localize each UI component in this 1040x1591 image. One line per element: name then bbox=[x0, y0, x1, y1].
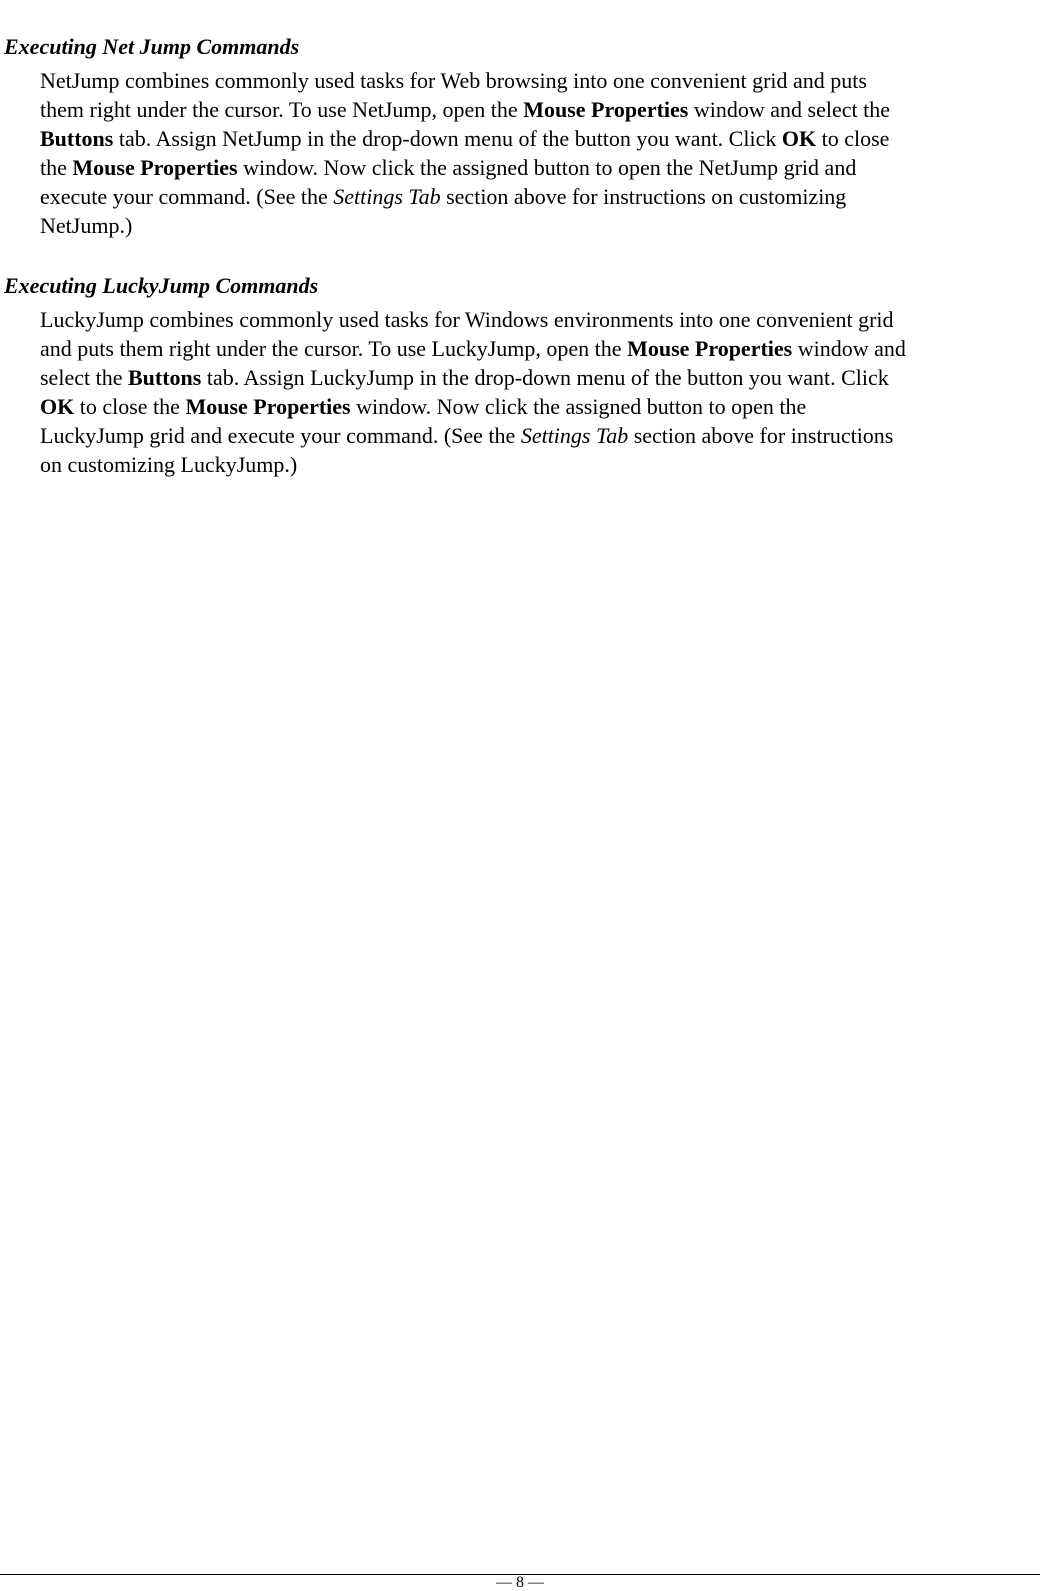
text-run: window and select the bbox=[688, 97, 890, 122]
text-run: section above for instructions on customizing bbox=[440, 184, 847, 209]
bold-term: Mouse Properties bbox=[72, 155, 238, 180]
section-paragraph bbox=[40, 66, 1030, 240]
text-run: and puts them right under the cursor. To use LuckyJump, open the bbox=[40, 336, 628, 361]
section-net-jump bbox=[4, 32, 1034, 240]
paragraph-line bbox=[40, 334, 1030, 363]
paragraph-line bbox=[40, 182, 1030, 211]
paragraph-line bbox=[40, 363, 1030, 392]
text-run: tab. Assign NetJump in the drop-down menu of the button you want. Click bbox=[113, 126, 782, 151]
section-heading: Executing Net Jump Commands bbox=[4, 34, 300, 59]
text-run: LuckyJump combines commonly used tasks for Windows environments into one convenient grid bbox=[40, 307, 894, 332]
text-run: select the bbox=[40, 365, 128, 390]
text-run: them right under the cursor. To use NetJump, open the bbox=[40, 97, 524, 122]
section-paragraph bbox=[40, 305, 1030, 479]
paragraph-line bbox=[40, 66, 1030, 95]
paragraph-line bbox=[40, 124, 1030, 153]
bold-term: Mouse Properties bbox=[185, 394, 351, 419]
bold-term: Mouse Properties bbox=[523, 97, 689, 122]
paragraph-line bbox=[40, 421, 1030, 450]
text-run: section above for instructions bbox=[628, 423, 894, 448]
text-run: tab. Assign LuckyJump in the drop-down menu of the button you want. Click bbox=[201, 365, 889, 390]
text-run: execute your command. (See the bbox=[40, 184, 334, 209]
text-run: the bbox=[40, 155, 73, 180]
page-number: — 8 — bbox=[496, 1574, 544, 1591]
italic-reference: Settings Tab bbox=[333, 184, 441, 209]
text-run: window. Now click the assigned button to open the bbox=[350, 394, 807, 419]
text-run: LuckyJump grid and execute your command. (See the bbox=[40, 423, 521, 448]
bold-term: Buttons bbox=[127, 365, 202, 390]
text-run: NetJump combines commonly used tasks for Web browsing into one convenient grid and puts bbox=[40, 68, 867, 93]
bold-term: OK bbox=[781, 126, 817, 151]
text-run: on customizing LuckyJump.) bbox=[40, 452, 298, 477]
text-run: to close the bbox=[74, 394, 186, 419]
paragraph-line bbox=[40, 153, 1030, 182]
paragraph-line bbox=[40, 95, 1030, 124]
paragraph-line bbox=[40, 305, 1030, 334]
text-run: to close bbox=[816, 126, 890, 151]
paragraph-line bbox=[40, 392, 1030, 421]
text-run: window and bbox=[792, 336, 906, 361]
paragraph-line bbox=[40, 211, 1030, 240]
text-run: window. Now click the assigned button to open the NetJump grid and bbox=[237, 155, 857, 180]
bold-term: OK bbox=[40, 394, 75, 419]
text-run: NetJump.) bbox=[40, 213, 133, 238]
bold-term: Mouse Properties bbox=[627, 336, 793, 361]
paragraph-line bbox=[40, 450, 1030, 479]
section-heading: Executing LuckyJump Commands bbox=[4, 273, 319, 298]
section-lucky-jump bbox=[4, 271, 1034, 479]
italic-reference: Settings Tab bbox=[520, 423, 629, 448]
bold-term: Buttons bbox=[40, 126, 114, 151]
